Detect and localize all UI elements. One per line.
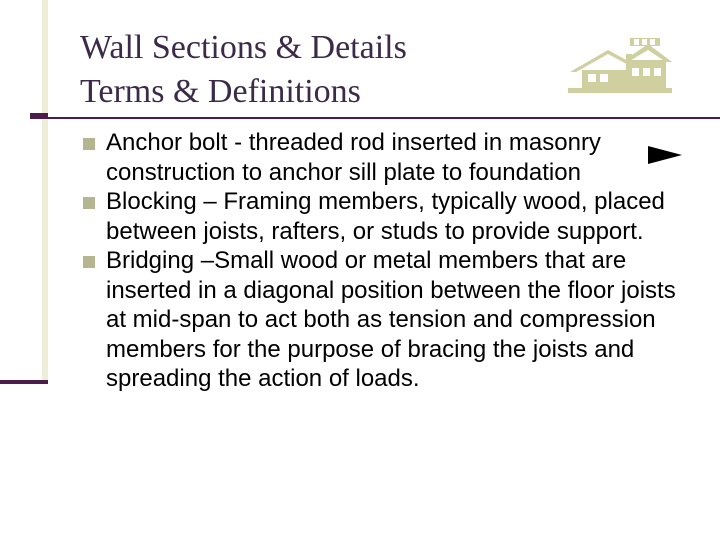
title-rule: [30, 117, 720, 119]
left-side-bar-lower: [42, 380, 48, 540]
bullet-item-bridging: [80, 246, 680, 394]
slide-title-line-1: Wall Sections & Details: [80, 29, 407, 66]
bullet-text: Anchor bolt - threaded rod inserted in masonry construction to anchor sill plate to foundation: [106, 129, 601, 186]
slide-title: [80, 26, 407, 114]
bullet-square-icon: [83, 138, 95, 150]
bullet-item-anchor-bolt: [80, 128, 680, 187]
title-rule-accent: [30, 113, 48, 119]
bullet-square-icon: [83, 256, 95, 268]
house-logo-icon: [568, 32, 674, 98]
bullet-list: [80, 128, 680, 394]
bullet-text: Blocking – Framing members, typically wood, placed between joists, rafters, or studs to provide support.: [106, 188, 665, 245]
left-margin-band: [0, 0, 42, 540]
bullet-text: Bridging –Small wood or metal members that are inserted in a diagonal position between the floor joists at mid-span to act both as tension and compression members for the purpose of bracing the joists and spreading the action of loads.: [106, 247, 676, 392]
left-side-bar: [42, 0, 48, 382]
left-accent-rule: [0, 380, 48, 384]
bullet-square-icon: [83, 197, 95, 209]
slide-title-line-2: Terms & Definitions: [80, 73, 361, 110]
bullet-item-blocking: [80, 187, 680, 246]
